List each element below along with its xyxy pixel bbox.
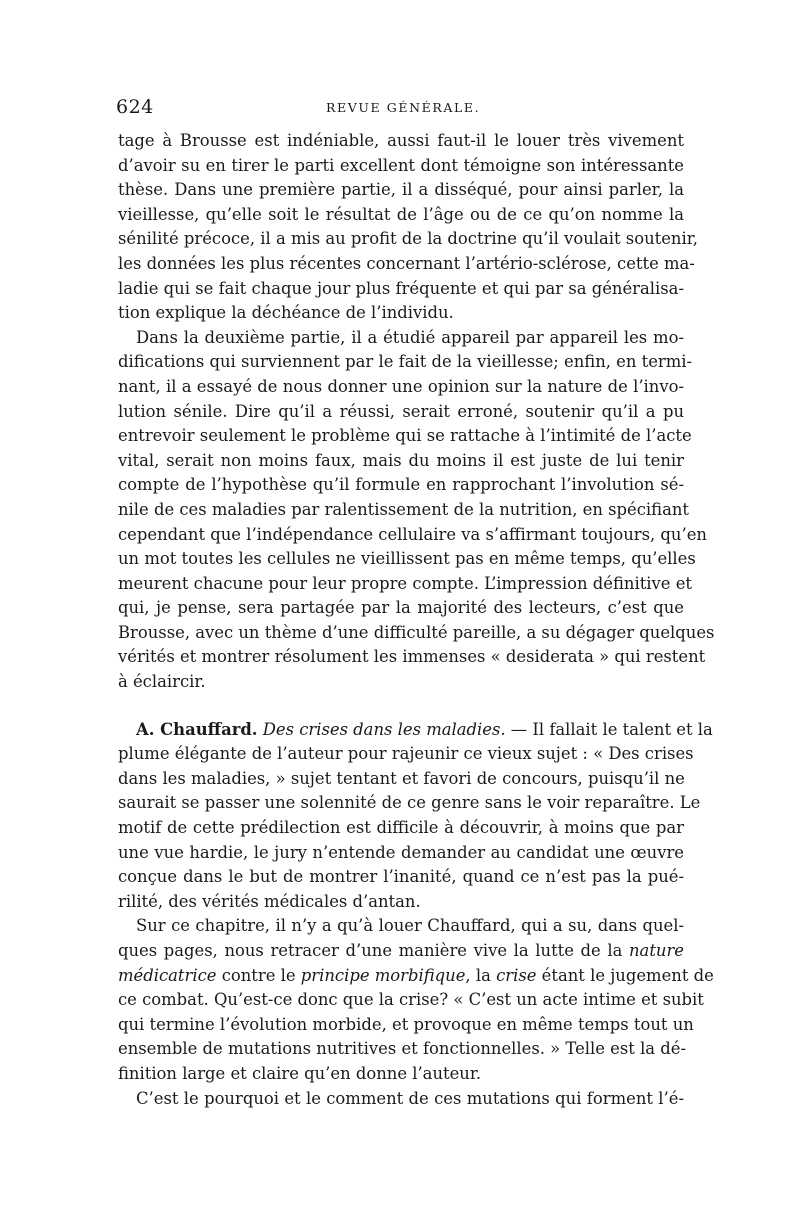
text-fragment: contre le bbox=[216, 965, 301, 985]
review-chauffard bbox=[118, 718, 713, 915]
text-line: ladie qui se fait chaque jour plus fréquente et qui par sa généralisa- bbox=[118, 278, 684, 298]
text-fragment: , la bbox=[465, 965, 497, 985]
review-author: A. Chauffard. bbox=[136, 719, 258, 739]
text-line: une vue hardie, le jury n’entende demander au candidat une œuvre bbox=[118, 842, 684, 862]
text-line: qui, je pense, sera partagée par la majorité des lecteurs, c’est que bbox=[118, 598, 684, 618]
italic-term: crise bbox=[496, 965, 537, 985]
text-line: nant, il a essayé de nous donner une opinion sur la nature de l’invo- bbox=[118, 376, 684, 396]
text-line: tage à Brousse est indéniable, aussi faut-il le louer très vivement bbox=[118, 131, 684, 150]
text-line: nile de ces maladies par ralentissement de la nutrition, en spécifiant bbox=[118, 499, 690, 519]
text-line: finition large et claire qu’en donne l’auteur. bbox=[118, 1063, 482, 1083]
text-line: entrevoir seulement le problème qui se rattache à l’intimité de l’acte bbox=[118, 426, 692, 446]
text-line: d’avoir su en tirer le parti excellent dont témoigne son intéressante bbox=[118, 155, 684, 175]
running-head: REVUE GÉNÉRALE. bbox=[326, 100, 481, 115]
text-line: les données les plus récentes concernant l’artério-sclérose, cette ma- bbox=[118, 253, 695, 273]
paragraph-crisis bbox=[118, 914, 714, 1086]
section-gap bbox=[118, 695, 684, 718]
text-line: qui termine l’évolution morbide, et provoque en même temps tout un bbox=[118, 1014, 694, 1034]
review-title: Des crises dans les maladies. bbox=[262, 719, 506, 739]
text-line: C’est le pourquoi et le comment de ces mutations qui forment l’é- bbox=[136, 1088, 684, 1108]
text-line: lution sénile. Dire qu’il a réussi, serait erroné, soutenir qu’il a pu bbox=[118, 401, 684, 421]
page-number: 624 bbox=[116, 96, 154, 118]
text-line: Dans la deuxième partie, il a étudié appareil par appareil les mo- bbox=[136, 327, 684, 347]
text-line bbox=[118, 939, 684, 964]
italic-term: nature bbox=[628, 941, 684, 960]
text-fragment: ques pages, nous retracer d’une manière vive la lutte de la bbox=[118, 941, 629, 960]
text-line: motif de cette prédilection est difficile à découvrir, à moins que par bbox=[118, 818, 684, 838]
italic-term: principe morbifique bbox=[300, 965, 466, 985]
text-line: saurait se passer une solennité de ce genre sans le voir reparaître. Le bbox=[118, 793, 701, 813]
text-line: difications qui surviennent par le fait de la vieillesse; enfin, en termi- bbox=[118, 352, 693, 372]
text-line: rilité, des vérités médicales d’antan. bbox=[118, 891, 421, 911]
text-line: dans les maladies, » sujet tentant et favori de concours, puisqu’il ne bbox=[118, 768, 685, 788]
text-line: ensemble de mutations nutritives et fonctionnelles. » Telle est la dé- bbox=[118, 1039, 687, 1059]
text-line: cependant que l’indépendance cellulaire va s’affirmant toujours, qu’en bbox=[118, 524, 707, 544]
text-line: meurent chacune pour leur propre compte. L’impression définitive et bbox=[118, 573, 693, 593]
text-line: compte de l’hypothèse qu’il formule en rapprochant l’involution sé- bbox=[118, 475, 684, 495]
body-text bbox=[118, 129, 715, 1111]
page-header bbox=[116, 96, 690, 122]
text-line: tion explique la déchéance de l’individu. bbox=[118, 303, 454, 323]
text-line: à éclaircir. bbox=[118, 672, 206, 692]
text-line bbox=[118, 964, 714, 989]
text-line bbox=[118, 718, 713, 743]
text-fragment: — Il fallait le talent et la bbox=[505, 719, 713, 739]
italic-term: médicatrice bbox=[118, 965, 217, 985]
text-line: conçue dans le but de montrer l’inanité, quand ce n’est pas la pué- bbox=[118, 867, 684, 887]
text-line: Brousse, avec un thème d’une difficulté pareille, a su dégager quelques bbox=[118, 622, 715, 642]
paragraph-second-part bbox=[118, 326, 715, 695]
paragraph-mutations bbox=[118, 1087, 684, 1112]
text-line: vital, serait non moins faux, mais du moins il est juste de lui tenir bbox=[118, 450, 684, 470]
text-line: vérités et montrer résolument les immenses « desiderata » qui restent bbox=[118, 647, 706, 667]
text-line: un mot toutes les cellules ne vieillissent pas en même temps, qu’elles bbox=[118, 549, 696, 569]
text-line: ce combat. Qu’est-ce donc que la crise? « C’est un acte intime et subit bbox=[118, 990, 704, 1010]
paragraph-continuation bbox=[118, 129, 698, 326]
text-line: plume élégante de l’auteur pour rajeunir ce vieux sujet : « Des crises bbox=[118, 744, 694, 764]
text-line: sénilité précoce, il a mis au profit de la doctrine qu’il voulait soutenir, bbox=[118, 229, 698, 249]
text-fragment: étant le jugement de bbox=[536, 965, 714, 985]
text-line: vieillesse, qu’elle soit le résultat de l’âge ou de ce qu’on nomme la bbox=[118, 204, 684, 224]
text-line: Sur ce chapitre, il n’y a qu’à louer Chauffard, qui a su, dans quel- bbox=[136, 916, 684, 936]
text-line: thèse. Dans une première partie, il a disséqué, pour ainsi parler, la bbox=[118, 180, 684, 200]
